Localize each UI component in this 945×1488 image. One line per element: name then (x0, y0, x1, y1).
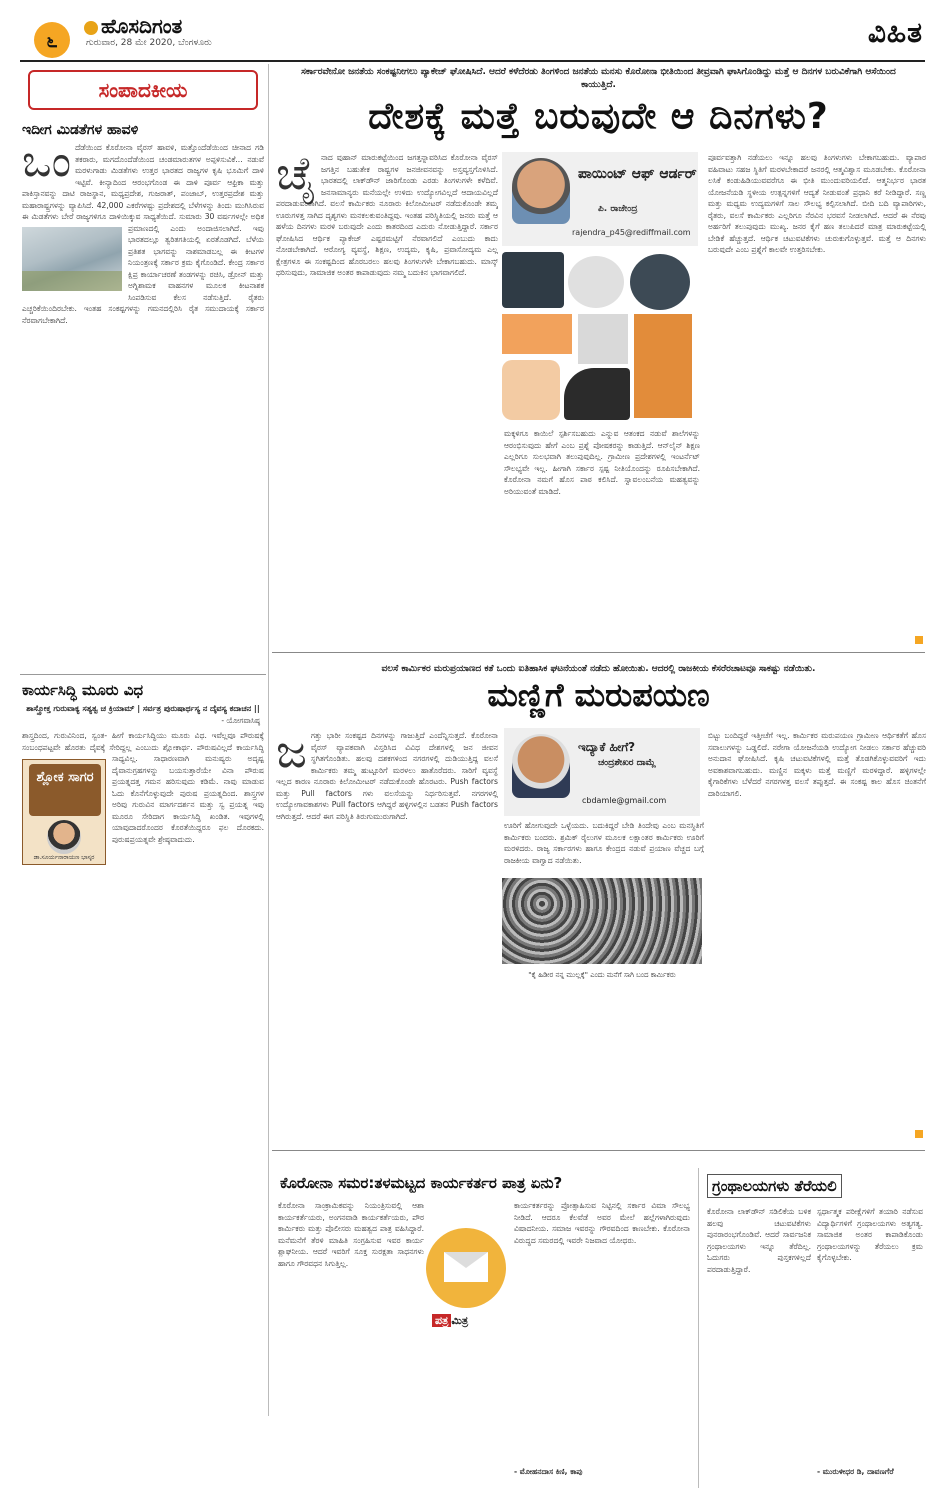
letter-column-1: ಕೊರೋನಾ ಲಾಕ್‌ಡೌನ್ ಸಡಿಲಿಕೆಯ ಬಳಿಕ ಹಲವು ಚಟುವಟಿಕೆಗಳು ಪುನರಾರಂಭಗೊಂಡಿವೆ. ಆದರೆ ಸಾರ್ವಜನಿಕ ಗ್ರಂಥಾಲಯಗಳು ಇನ್ನೂ ತೆರೆದಿಲ್ಲ. ಓದುಗರು ಪುಸ್ತಕಗಳಿಲ್ಲದೆ ಪರದಾಡುತ್ತಿದ್ದಾರೆ. (707, 1207, 811, 1274)
main-content (272, 64, 926, 1476)
petri-dish-icon (502, 252, 564, 308)
head-profile-icon (564, 368, 630, 420)
patra-suffix: ಮಿತ್ರ (451, 1314, 469, 1327)
globe-icon (630, 254, 690, 310)
article-body-part2: ಸಾಧಾರಣವಾಗಿ ಮನುಷ್ಯರು ಅದೃಷ್ಟ ದೈವಾನುಗ್ರಹಗಳನ್ನು ಬಯಸುತ್ತಾರೆಯೇ ವಿನಾ ಪೌರುಷ ಪ್ರಯತ್ನದತ್ತ ಗಮನ ಹರಿಸುವುದು ಕಡಿಮೆ. ನಾವು ಮಾಡುವ ಓದು ಕೊನೆಗೊಳ್ಳುವುದೇ ಪುರುಷ ಪ್ರಯತ್ನದಿಂದ. ಶಾಸ್ತ್ರಗಳ ಅರಿವು ಗುರುವಿನ ಮಾರ್ಗದರ್ಶನ ಮತ್ತು ಸ್ವ ಪ್ರಯತ್ನ ಇವು ಮೂರೂ ಸೇರಿದಾಗ ಕಾರ್ಯಸಿದ್ಧಿ ಖಂಡಿತ. ಇವುಗಳಲ್ಲಿ ಯಾವುದಾದರೊಂದರ ಕೊರತೆಯಿದ್ದರೂ ಫಲ ದೊರಕದು. ಪುರುಷಪ್ರಯತ್ನವೇ ಶ್ರೇಷ್ಠವಾದುದು. (112, 754, 264, 844)
editorial-body-part2: ಇವು ಭಾರತದಲ್ಲೂ ತ್ವರಿತಗತಿಯಲ್ಲಿ ಏರತೊಡಗಿದೆ. ಬೆಳೆಯ ಪ್ರತಿಶತ ಭಾಗವನ್ನು ನಾಶಮಾಡಬಲ್ಲ ಈ ಕೀಟಗಳ ನಿಯಂತ್ರಣಕ್ಕೆ ಸರ್ಕಾರ ಕ್ರಮ ಕೈಗೊಂಡಿದೆ. ಕೇಂದ್ರ ಸರ್ಕಾರ ಕ್ಷಿಪ್ರ ಕಾರ್ಯಾಚರಣೆ ತಂಡಗಳನ್ನು ರಚಿಸಿ, ಡ್ರೋನ್ ಮತ್ತು ಅಗ್ನಿಶಾಮಕ ವಾಹನಗಳ ಮೂಲಕ ಕೀಟನಾಶಕ ಸಿಂಪಡಿಸುವ ಕೆಲಸ ನಡೆಸುತ್ತಿದೆ. ರೈತರು ಎಚ್ಚರಿಕೆಯಿಂದಿರಬೇಕು. ಇಂತಹ ಸಂಕಷ್ಟಗಳನ್ನು ಗಮನದಲ್ಲಿರಿಸಿ ರೈತ ಸಮುದಾಯಕ್ಕೆ ಸರ್ಕಾರ ನೆರವಾಗಬೇಕಾಗಿದೆ. (22, 223, 264, 325)
story-headline: ಮಣ್ಣಿಗೆ ಮರುಪಯಣ (487, 676, 710, 714)
patra-mitra-label (432, 1314, 468, 1328)
letter-column-1: ಕೊರೋನಾ ಸಾಂಕ್ರಾಮಿಕವನ್ನು ನಿಯಂತ್ರಿಸುವಲ್ಲಿ ಆಶಾ ಕಾರ್ಯಕರ್ತೆಯರು, ಅಂಗನವಾಡಿ ಕಾರ್ಯಕರ್ತೆಯರು, ಪೌರ ಕಾರ್ಮಿಕರು ಮತ್ತು ಪೊಲೀಸರು ಮಹತ್ವದ ಪಾತ್ರ ವಹಿಸಿದ್ದಾರೆ. ಮನೆಮನೆಗೆ ತೆರಳಿ ಮಾಹಿತಿ ಸಂಗ್ರಹಿಸುವ ಇವರ ಕಾರ್ಯ ಶ್ಲಾಘನೀಯ. ಆದರೆ ಇವರಿಗೆ ಸೂಕ್ತ ಸುರಕ್ಷತಾ ಸಾಧನಗಳು ಹಾಗೂ ಗೌರವಧನ ಸಿಗುತ್ತಿಲ್ಲ. (278, 1201, 424, 1268)
story-column-2: ಮಕ್ಕಳಿಗೂ ಕಾಯಿಲೆ ಸ್ಪರ್ಶಿಸಬಹುದು ಎನ್ನುವ ಆತಂಕದ ನಡುವೆ ಶಾಲೆಗಳನ್ನು ಆರಂಭಿಸುವುದು ಹೇಗೆ ಎಂಬ ಪ್ರಶ್ನೆ ಪೋಷಕರನ್ನು ಕಾಡುತ್ತಿದೆ. ಆನ್‌ಲೈನ್ ಶಿಕ್ಷಣ ಎಲ್ಲರಿಗೂ ಸುಲಭವಾಗಿ ತಲುಪುವುದಿಲ್ಲ. ಗ್ರಾಮೀಣ ಪ್ರದೇಶಗಳಲ್ಲಿ ಇಂಟರ್ನೆಟ್ ಸೌಲಭ್ಯವೇ ಇಲ್ಲ. ಹೀಗಾಗಿ ಸರ್ಕಾರ ಸ್ಪಷ್ಟ ನೀತಿಯೊಂದನ್ನು ರೂಪಿಸಬೇಕಾಗಿದೆ. ಕೊರೋನಾ ನಮಗೆ ಹೊಸ ಪಾಠ ಕಲಿಸಿದೆ. ಸ್ವಾವಲಂಬನೆಯ ಮಹತ್ವವನ್ನು ಅರಿಯುವಂತೆ ಮಾಡಿದೆ. (504, 429, 700, 496)
story-end-marker (915, 636, 923, 644)
illustration (502, 252, 698, 424)
author-email: cbdamle@gmail.com (582, 796, 667, 805)
story-column-1 (276, 730, 498, 1124)
column-name: ಪಾಯಿಂಟ್ ಆಫ್ ಆರ್ಡರ್ (578, 166, 697, 182)
story-headline: ದೇಶಕ್ಕೆ ಮತ್ತೆ ಬರುವುದೇ ಆ ದಿನಗಳು? (368, 96, 829, 137)
dropcap: ಒಂ (22, 142, 72, 187)
editorial-badge: ಸಂಪಾದಕೀಯ (28, 70, 258, 110)
editorial-title: ಇದೀಗ ಮಿಡತೆಗಳ ಹಾವಳಿ (22, 122, 139, 138)
story-column-1 (276, 152, 498, 650)
dateline: ಗುರುವಾರ, 28 ಮೇ 2020, ಬೆಂಗಳೂರು (86, 38, 212, 48)
editorial-column (20, 64, 266, 1416)
author-email: rajendra_p45@rediffmail.com (572, 228, 691, 237)
section-title: ವಿಹಿತ (867, 16, 923, 49)
letter-title: ಕೊರೋನಾ ಸಮರ:ತಳಮಟ್ಟದ ಕಾರ್ಯಕರ್ತರ ಪಾತ್ರ ಏನು? (280, 1174, 563, 1192)
page-number: ೬ (34, 22, 70, 58)
column-logo-label: ಶ್ಲೋಕ ಸಾಗರ (29, 764, 101, 816)
story-divider (272, 1150, 925, 1151)
verse-source: - ಯೋಗವಾಸಿಷ್ಠ (221, 716, 260, 725)
page-header (0, 0, 945, 62)
editorial-body-part1: ದೆಡೆಯಿಂದ ಕೊರೋನಾ ವೈರಸ್ ಹಾವಳಿ, ಮತ್ತೊಂದೆಡೆಯಿಂದ ಚೀನಾದ ಗಡಿ ತಕರಾರು, ಮಗದೊಂದೆಡೆಯಿಂದ ಚಂಡಮಾರುತಗಳ ಅಪ್ಪಳಿಸುವಿಕೆ... ನಡುವೆ ಮರಳುಗಾಡು ಮಿಡತೆಗಳು ಉತ್ತರ ಭಾರತದ ರಾಜ್ಯಗಳ ಕೃಷಿ ಭೂಮಿಗೆ ದಾಳಿ ಇಟ್ಟಿವೆ. ಕೀನ್ಯಾದಿಂದ ಆರಂಭಗೊಂಡ ಈ ದಾಳಿ ಪೂರ್ವ ಆಫ್ರಿಕಾ ಮತ್ತು ಪಾಕಿಸ್ತಾನವನ್ನು ದಾಟಿ ರಾಜಸ್ಥಾನ, ಮಧ್ಯಪ್ರದೇಶ, ಗುಜರಾತ್, ಪಂಜಾಬ್, ಉತ್ತರಪ್ರದೇಶ ಮತ್ತು ಮಹಾರಾಷ್ಟ್ರಗಳನ್ನು ವ್ಯಾಪಿಸಿದೆ. 42,000 ಎಕರೆಗಳಷ್ಟು ಪ್ರದೇಶದಲ್ಲಿ ಬೆಳೆಗಳನ್ನು ತಿಂದು ಮುಗಿಸಿರುವ ಈ ಮಿಡತೆಗಳು ಬೇರೆ ರಾಜ್ಯಗಳಿಗೂ ದಾಳಿಯಿಕ್ಕುವ ಸಾಧ್ಯತೆಯಿದೆ. ಸುಮಾರು 30 ವರ್ಷಗಳಲ್ಲೇ ಅಧಿಕ ಪ್ರಮಾಣದಲ್ಲಿ ಎಂದು ಅಂದಾಜಿಸಲಾಗಿದೆ. (22, 143, 264, 233)
author-photo (512, 158, 570, 224)
story-end-marker (915, 1130, 923, 1138)
migrant-workers-photo (502, 878, 702, 964)
article-title: ಕಾರ್ಯಸಿದ್ಧಿ ಮೂರು ವಿಧ (22, 681, 144, 699)
story-kicker: ಸರ್ಕಾರವೇನೋ ಜನತೆಯ ಸಂಕಷ್ಟನೀಗಲು ಪ್ಯಾಕೇಜ್ ಘೋಷಿಸಿದೆ. ಆದರೆ ಕಳೆದೆರಡು ತಿಂಗಳಿಂದ ಜನತೆಯ ಮನಸು ಕೊರೋನಾ ಭೀತಿಯಿಂದ ತೀವ್ರವಾಗಿ ಘಾಸಿಗೊಂಡಿದ್ದು ಮತ್ತೆ ಆ ದಿನಗಳ ಬರುವಿಕೆಗಾಗಿ ಆಸೆಯಿಂದ ಕಾಯುತ್ತಿದೆ. (301, 67, 896, 90)
story-divider (272, 652, 925, 653)
author-name: ಚಂದ್ರಶೇಖರ ದಾಮ್ಲೆ (598, 758, 656, 768)
dropcap: ಚೈ (276, 152, 317, 200)
letter-title: ಗ್ರಂಥಾಲಯಗಳು ತೆರೆಯಲಿ (707, 1174, 842, 1198)
syringe-icon (578, 314, 628, 364)
author-name: ಪಿ. ರಾಜೇಂದ್ರ (598, 204, 638, 214)
brand-logo-icon (84, 21, 98, 35)
letters-story (272, 1168, 692, 1488)
editorial-body (22, 142, 264, 668)
lungs-icon (502, 360, 560, 420)
story-column-1-text: ಗತ್ತು ಭಾರೀ ಸಂಕಷ್ಟದ ದಿನಗಳನ್ನು ಗಾಜುತ್ತಿದೆ ಎಂದೆನ್ನಿಸುತ್ತದೆ. ಕೊರೋನಾ ವೈರಸ್ ವ್ಯಾಪಕವಾಗಿ ವಿಸ್ತರಿಸಿದ ವಿವಿಧ ದೇಶಗಳಲ್ಲಿ ಜನ ಜೀವನ ಸ್ಥಗಿತಗೊಂಡಿತು. ಹಲವು ದಶಕಗಳಿಂದ ನಗರಗಳಲ್ಲಿ ದುಡಿಯುತ್ತಿದ್ದ ವಲಸೆ ಕಾರ್ಮಿಕರು ತಮ್ಮ ಹುಟ್ಟೂರಿಗೆ ಮರಳಲು ಹಾತೊರೆದರು. ಸಾರಿಗೆ ವ್ಯವಸ್ಥೆ ಇಲ್ಲದ ಕಾರಣ ನೂರಾರು ಕಿಲೋಮೀಟರ್ ನಡೆದುಕೊಂಡೇ ಹೊರಟರು. Push factors ಮತ್ತು Pull factors ಗಳು ವಲಸೆಯನ್ನು ನಿರ್ಧರಿಸುತ್ತವೆ. ನಗರಗಳಲ್ಲಿ ಉದ್ಯೋಗಾವಕಾಶಗಳು Pull factors ಆಗಿದ್ದರೆ ಹಳ್ಳಿಗಳಲ್ಲಿನ ಬಡತನ Push factors ಆಗಿರುತ್ತದೆ. ಆದರೆ ಈಗ ಪರಿಸ್ಥಿತಿ ತಿರುಗುಮುರುಗಾಗಿದೆ. (276, 731, 498, 821)
story-column-1-text: ನಾದ ವುಹಾನ್ ಮಾರುಕಟ್ಟೆಯಿಂದ ಜಗತ್ತನ್ನಾವರಿಸಿದ ಕೊರೋನಾ ವೈರಸ್ ಜಗತ್ತಿನ ಬಹುತೇಕ ರಾಷ್ಟ್ರಗಳ ಜನಜೀವನವನ್ನು ಅಸ್ತವ್ಯಸ್ತಗೊಳಿಸಿದೆ. ಭಾರತದಲ್ಲಿ ಲಾಕ್‌ಡೌನ್ ಜಾರಿಗೊಂಡು ಎರಡು ತಿಂಗಳುಗಳೇ ಕಳೆದಿವೆ. ಜನಸಾಮಾನ್ಯರು ಮನೆಯಲ್ಲೇ ಉಳಿದು ಉದ್ಯೋಗವಿಲ್ಲದೆ ಆದಾಯವಿಲ್ಲದೆ ಪರದಾಡುವಂತಾಗಿದೆ. ವಲಸೆ ಕಾರ್ಮಿಕರು ನೂರಾರು ಕಿಲೋಮೀಟರ್ ನಡೆದುಕೊಂಡೇ ತಮ್ಮ ಊರುಗಳತ್ತ ಸಾಗಿದ ದೃಶ್ಯಗಳು ಮನಕಲಕುವಂತಿದ್ದವು. ಇಂತಹ ಪರಿಸ್ಥಿತಿಯಲ್ಲಿ ಜನರು ಮತ್ತೆ ಆ ಹಳೆಯ ದಿನಗಳು ಮರಳಿ ಬರುವುದೇ ಎಂದು ಕಾತರದಿಂದ ಎದುರು ನೋಡುತ್ತಿದ್ದಾರೆ. ಸರ್ಕಾರ ಘೋಷಿಸಿದ ಆರ್ಥಿಕ ಪ್ಯಾಕೇಜ್ ಎಷ್ಟರಮಟ್ಟಿಗೆ ನೆರವಾಗಲಿದೆ ಎಂಬುದು ಕಾದು ನೋಡಬೇಕಾಗಿದೆ. ಆರೋಗ್ಯ ವ್ಯವಸ್ಥೆ, ಶಿಕ್ಷಣ, ಉದ್ಯಮ, ಕೃಷಿ, ಪ್ರವಾಸೋದ್ಯಮ ಎಲ್ಲ ಕ್ಷೇತ್ರಗಳೂ ಈ ಸಂಕಷ್ಟದಿಂದ ಹೊರಬರಲು ಹಲವು ತಿಂಗಳುಗಳೇ ಬೇಕಾಗಬಹುದು. ಮಾಸ್ಕ್ ಧರಿಸುವುದು, ಸಾಮಾಜಿಕ ಅಂತರ ಕಾಪಾಡುವುದು ನಮ್ಮ ಬದುಕಿನ ಭಾಗವಾಗಲಿದೆ. (276, 153, 498, 277)
virus-icon (568, 256, 624, 308)
author-card (502, 152, 698, 246)
story-kicker: ವಲಸೆ ಕಾರ್ಮಿಕರ ಮರುಪ್ರಯಾಣದ ಕತೆ ಒಂದು ಐತಿಹಾಸಿಕ ಘಟನೆಯಂತೆ ನಡೆದು ಹೋಯಿತು. ಆದರಲ್ಲಿ ರಾಜಕೀಯ ಕೆಸರೆರಚಾಟವೂ ಸಾಕಷ್ಟು ನಡೆಯಿತು. (381, 664, 816, 674)
divider (20, 674, 266, 675)
letter-signature: - ಮುರುಳೀಧರ ಡಿ, ದಾವಣಗೆರೆ (817, 1467, 894, 1476)
author-photo (47, 820, 81, 854)
locust-photo (22, 227, 122, 291)
letter-signature: - ಮೋಹನದಾಸ ಕಿಣಿ, ಕಾಪು (514, 1467, 583, 1476)
shloka-sagara-column-logo (22, 759, 106, 865)
dropcap: ಜ (276, 730, 307, 778)
masthead-brand (84, 14, 182, 38)
author-photo (512, 734, 570, 798)
lead-story (272, 152, 925, 700)
sanskrit-verse: ಶಾಸ್ತ್ರೋಕ್ತ ಗುರುವಾಕ್ಯ ಸತ್ಯತ್ವ ಚ ಕ್ರಿಯಾಮ್ | ಸರ್ವತ್ರ ಪುರುಷಾರ್ಥಸ್ಯ ನ ದೈವಸ್ಯ ಕದಾಚನ || (26, 704, 260, 713)
column-author: ಡಾ.ಸೂರ್ಯನಾರಾಯಣ ಭಾಸ್ಕರ (33, 853, 95, 861)
article-body-part1: ಶಾಸ್ತ್ರದಿಂದ, ಗುರುವಿನಿಂದ, ಸ್ವಂತ- ಹೀಗೆ ಕಾರ್ಯಸಿದ್ಧಿಯು ಮೂರು ವಿಧ. ಇವೆಲ್ಲವೂ ಪೌರುಷಕ್ಕೆ ಸಂಬಂಧಪಟ್ಟವೇ ಹೊರತು ದೈವಕ್ಕೆ ಸೇರಿದ್ದಲ್ಲ ಎಂಬುದು ಶ್ಲೋಕಾರ್ಥ. ಪೌರುಷವಿಲ್ಲದೆ ಕಾರ್ಯಸಿದ್ಧಿ ಸಾಧ್ಯವಿಲ್ಲ. (22, 731, 264, 763)
header-rule (20, 60, 925, 62)
brand-name: ಹೊಸದಿಗಂತ (101, 14, 183, 38)
photo-caption: "ಕೈ ಹಿಡೀರ ನನ್ನ ಮುಲ್ಲಕ್ಕೆ" ಎಂದು ಮನೆಗೆ ಸಾಗಿ ಬಂದ ಕಾರ್ಮಿಕರು (528, 971, 676, 979)
plant-icon (634, 314, 692, 418)
letter-column-2: ಕಾರ್ಯಕರ್ತರನ್ನು ಪ್ರೋತ್ಸಾಹಿಸುವ ನಿಟ್ಟಿನಲ್ಲಿ ಸರ್ಕಾರ ವಿಮಾ ಸೌಲಭ್ಯ ನೀಡಿದೆ. ಆದರೂ ಕೆಲವೆಡೆ ಅವರ ಮೇಲೆ ಹಲ್ಲೆಗಳಾಗಿರುವುದು ವಿಷಾದನೀಯ. ಸಮಾಜ ಇವರನ್ನು ಗೌರವದಿಂದ ಕಾಣಬೇಕು. ಕೊರೋನಾ ವಿರುದ್ಧದ ಸಮರದಲ್ಲಿ ಇವರೇ ನಿಜವಾದ ಯೋಧರು. (514, 1201, 690, 1245)
column-name: ಇದ್ಯಾಕೆ ಹೀಗೆ? (578, 740, 636, 754)
story-column-2: ಊರಿಗೆ ಹೋಗುವುದೇ ಒಳ್ಳೆಯದು. ಬದುಕಿದ್ದರೆ ಬೇಡಿ ತಿಂದೇವು ಎಂಬ ಮನಸ್ಥಿತಿಗೆ ಕಾರ್ಮಿಕರು ಬಂದರು. ಶ್ರಮಿಕ್ ರೈಲುಗಳ ಮೂಲಕ ಲಕ್ಷಾಂತರ ಕಾರ್ಮಿಕರು ಊರಿಗೆ ಮರಳಿದರು. ರಾಜ್ಯ ಸರ್ಕಾರಗಳು ಹಾಗೂ ಕೇಂದ್ರದ ನಡುವೆ ಪ್ರಯಾಣ ವೆಚ್ಚದ ಬಗ್ಗೆ ರಾಜಕೀಯ ವಾಗ್ವಾದ ನಡೆಯಿತು. (504, 821, 704, 865)
story-column-3: ಪೂರ್ವವತ್ತಾಗಿ ನಡೆಯಲು ಇನ್ನೂ ಹಲವು ತಿಂಗಳುಗಳು ಬೇಕಾಗಬಹುದು. ವ್ಯಾಪಾರ ವಹಿವಾಟು ಸಹಜ ಸ್ಥಿತಿಗೆ ಮರಳಬೇಕಾದರೆ ಜನರಲ್ಲಿ ಆತ್ಮವಿಶ್ವಾಸ ಮೂಡಬೇಕು. ಕೊರೋನಾ ಲಸಿಕೆ ಕಂಡುಹಿಡಿಯುವವರೆಗೂ ಈ ಭೀತಿ ಮುಂದುವರಿಯಲಿದೆ. ಆತ್ಮನಿರ್ಭರ ಭಾರತ ಯೋಜನೆಯಡಿ ಸ್ಥಳೀಯ ಉತ್ಪನ್ನಗಳಿಗೆ ಆದ್ಯತೆ ನೀಡುವಂತೆ ಪ್ರಧಾನಿ ಕರೆ ನೀಡಿದ್ದಾರೆ. ಸಣ್ಣ ಮತ್ತು ಮಧ್ಯಮ ಉದ್ಯಮಗಳಿಗೆ ಸಾಲ ಸೌಲಭ್ಯ ಕಲ್ಪಿಸಲಾಗಿದೆ. ಬೀದಿ ಬದಿ ವ್ಯಾಪಾರಿಗಳು, ರೈತರು, ವಲಸೆ ಕಾರ್ಮಿಕರು ಎಲ್ಲರಿಗೂ ನೆರವಿನ ಭರವಸೆ ನೀಡಲಾಗಿದೆ. ಆದರೆ ಈ ನೆರವು ಅರ್ಹರಿಗೆ ತಲುಪುವುದು ಮುಖ್ಯ. ಜನರ ಕೈಗೆ ಹಣ ತಲುಪಿದರೆ ಮಾತ್ರ ಮಾರುಕಟ್ಟೆಯಲ್ಲಿ ಬೇಡಿಕೆ ಹೆಚ್ಚುತ್ತದೆ. ಆರ್ಥಿಕ ಚಟುವಟಿಕೆಗಳು ಚುರುಕುಗೊಳ್ಳುತ್ತವೆ. ಮತ್ತೆ ಆ ದಿನಗಳು ಬರುವುದೇ ಎಂಬ ಪ್ರಶ್ನೆಗೆ ಕಾಲವೇ ಉತ್ತರಿಸಬೇಕು. (708, 153, 926, 254)
letter-column-2: ಸ್ಪರ್ಧಾತ್ಮಕ ಪರೀಕ್ಷೆಗಳಿಗೆ ತಯಾರಿ ನಡೆಸುವ ವಿದ್ಯಾರ್ಥಿಗಳಿಗೆ ಗ್ರಂಥಾಲಯಗಳು ಅತ್ಯಗತ್ಯ. ಸಾಮಾಜಿಕ ಅಂತರ ಕಾಪಾಡಿಕೊಂಡು ಗ್ರಂಥಾಲಯಗಳನ್ನು ತೆರೆಯಲು ಕ್ರಮ ಕೈಗೊಳ್ಳಬೇಕು. (817, 1207, 923, 1262)
letters-story-2 (698, 1168, 925, 1488)
author-card (504, 728, 700, 816)
envelope-icon (426, 1228, 506, 1308)
article-body (22, 730, 264, 1270)
patra-prefix: ಪತ್ರ (432, 1314, 451, 1327)
column-separator (268, 64, 269, 1416)
story-column-3: ಬಿಟ್ಟು ಬಂದಿದ್ದರೆ ಇತ್ತೀಚೆಗೆ ಇಲ್ಲ. ಕಾರ್ಮಿಕರ ಮರುಪಯಣ ಗ್ರಾಮೀಣ ಆರ್ಥಿಕತೆಗೆ ಹೊಸ ಸವಾಲುಗಳನ್ನು ಒಡ್ಡಲಿದೆ. ನರೇಗಾ ಯೋಜನೆಯಡಿ ಉದ್ಯೋಗ ನೀಡಲು ಸರ್ಕಾರ ಹೆಚ್ಚುವರಿ ಅನುದಾನ ಘೋಷಿಸಿದೆ. ಕೃಷಿ ಚಟುವಟಿಕೆಗಳಲ್ಲಿ ಮತ್ತೆ ತೊಡಗಿಕೊಳ್ಳುವವರಿಗೆ ಇದು ಅವಕಾಶವಾಗಬಹುದು. ಮಣ್ಣಿನ ಮಕ್ಕಳು ಮತ್ತೆ ಮಣ್ಣಿಗೆ ಮರಳಿದ್ದಾರೆ. ಹಳ್ಳಿಗಳಲ್ಲೇ ಕೈಗಾರಿಕೆಗಳು ಬೆಳೆದರೆ ನಗರಗಳತ್ತ ವಲಸೆ ತಪ್ಪುತ್ತದೆ. ಈ ಸಂಕಷ್ಟ ಕಾಲ ಹೊಸ ಚಿಂತನೆಗೆ ದಾರಿಯಾಗಲಿ. (708, 731, 926, 798)
airplane-icon (502, 314, 572, 354)
second-story (272, 658, 925, 1138)
